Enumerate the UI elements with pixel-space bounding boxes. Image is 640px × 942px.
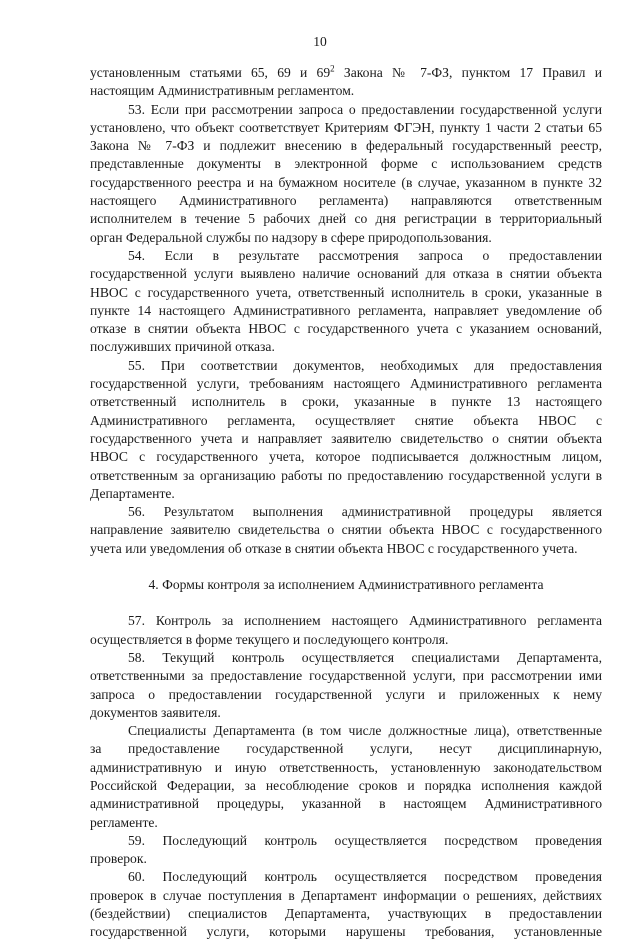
paragraph-line: орган Федеральной службы по надзору в сфере природопользования.	[90, 229, 492, 245]
paragraph-line: государственной услуги выявлено наличие оснований для отказа в снятии объекта	[90, 266, 602, 282]
paragraph-line: ответственный исполнитель в сроки, указанные в пункте 13 настоящего	[90, 394, 602, 410]
paragraph-line: 53. Если при рассмотрении запроса о предоставлении государственной услуги	[128, 101, 602, 117]
paragraph-line: исполнителем в течение 5 рабочих дней со дня регистрации в территориальный	[90, 211, 602, 227]
paragraph-line: послуживших причиной отказа.	[90, 339, 275, 355]
paragraph-line: установлено, что объект соответствует Критериям ФГЭН, пункту 1 части 2 статьи 65	[90, 119, 602, 135]
paragraph-line: установленным статьями 65, 69 и $69^2$ Закона № 7-ФЗ, пунктом 17 Правил и	[90, 64, 602, 80]
paragraph-line: документов заявителя.	[90, 704, 221, 720]
paragraph-line: осуществляется в форме текущего и последующего контроля.	[90, 631, 449, 647]
paragraph-line: Специалисты Департамента (в том числе должностные лица), ответственные	[128, 723, 602, 739]
spacer	[90, 594, 602, 612]
paragraph-line: государственного учета и направляет заявителю свидетельство о снятии объекта	[90, 430, 602, 446]
paragraph-line: 56. Результатом выполнения административной процедуры является	[128, 504, 602, 520]
paragraph-line: 58. Текущий контроль осуществляется специалистами Департамента,	[128, 649, 602, 665]
paragraph-line: Административного регламента, осуществляет снятие объекта НВОС с	[90, 412, 602, 428]
paragraph-line: государственной услуги, требованиям настоящего Административного регламента	[90, 376, 602, 392]
paragraph-line: 59. Последующий контроль осуществляется посредством проведения	[128, 832, 602, 848]
paragraph-line: проверок.	[90, 851, 147, 867]
paragraph-line: ответственным за организацию работы по предоставлению государственной услуги в	[90, 467, 602, 483]
superscript: 2	[330, 64, 335, 74]
paragraph-line: 57. Контроль за исполнением настоящего Административного регламента	[128, 613, 602, 629]
paragraph-line: за предоставление государственной услуги, несут дисциплинарную,	[90, 741, 602, 757]
paragraph-line: административную и иную ответственность, установленную законодательством	[90, 759, 602, 775]
paragraph-line: государственного реестра и на бумажном носителе (в случае, указанном в пункте 32	[90, 174, 602, 190]
page-number: 10	[313, 34, 327, 49]
paragraph-line: Закона № 7-ФЗ и подлежит внесению в федеральный государственный реестр,	[90, 138, 602, 154]
paragraph-line: 54. Если в результате рассмотрения запроса о предоставлении	[128, 247, 602, 263]
paragraph-line: (бездействии) специалистов Департамента, участвующих в предоставлении	[90, 906, 602, 922]
paragraph-line: настоящего Административного регламента) направляются ответственным	[90, 193, 602, 209]
paragraph-line: представленные документы в электронной форме с использованием средств	[90, 156, 602, 172]
paragraph-line: НВОС с государственного учета, ответственный исполнитель в сроки, указанные в	[90, 284, 602, 300]
paragraph-line: административной процедуры, указанной в настоящем Административного	[90, 796, 602, 812]
paragraph-line: ответственными за предоставление государственной услуги, при рассмотрении ими	[90, 668, 602, 684]
paragraph-line: учета или уведомления об отказе в снятии объекта НВОС с государственного учета.	[90, 540, 578, 556]
paragraph-line: регламенте.	[90, 814, 158, 830]
spacer	[90, 558, 602, 576]
paragraph-line: Российской Федерации, за несоблюдение сроков и порядка исполнения каждой	[90, 777, 602, 793]
paragraph-line: государственной услуги, которыми нарушены требования, установленные	[90, 924, 602, 940]
paragraph-line: отказе в снятии объекта НВОС с государственного учета с указанием оснований,	[90, 321, 602, 337]
paragraph-line: настоящим Административным регламентом.	[90, 83, 355, 99]
paragraph-line: направление заявителю свидетельства о снятии объекта НВОС с государственного	[90, 522, 602, 538]
section-heading: 4. Формы контроля за исполнением Административного регламента	[148, 577, 544, 593]
paragraph-line: Департаменте.	[90, 485, 175, 501]
paragraph-line: НВОС с государственного учета, которое подписывается должностным лицом,	[90, 449, 602, 465]
paragraph-line: пункте 14 настоящего Административного регламента, направляет уведомление об	[90, 302, 602, 318]
paragraph-line: 55. При соответствии документов, необходимых для предоставления	[128, 357, 602, 373]
paragraph-line: запроса о предоставлении государственной услуги и приложенных к нему	[90, 686, 602, 702]
document-body	[90, 64, 602, 942]
paragraph-line: 60. Последующий контроль осуществляется посредством проведения	[128, 869, 602, 885]
paragraph-line: проверок в случае поступления в Департамент информации о решениях, действиях	[90, 887, 602, 903]
